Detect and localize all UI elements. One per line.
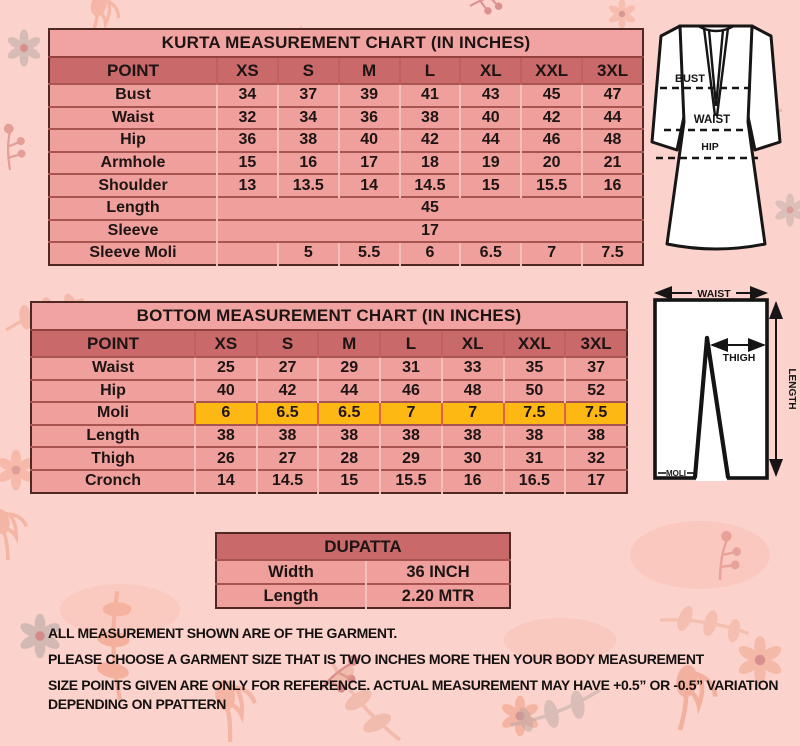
measurement-notes [48, 624, 788, 721]
value-cell: 20 [521, 152, 582, 175]
table-row-moli [31, 402, 627, 425]
value-cell: 34 [278, 107, 339, 130]
value-cell: 7.5 [504, 402, 566, 425]
column-header-m: M [318, 330, 380, 357]
value-cell: 7 [521, 242, 582, 265]
row-label: Armhole [49, 152, 217, 175]
kurta-bust-label: BUST [675, 73, 705, 85]
column-header-3xl: 3XL [582, 57, 643, 84]
row-label: Length [49, 197, 217, 220]
note-line-2: PLEASE CHOOSE A GARMENT SIZE THAT IS TWO INCHES MORE THEN YOUR BODY MEASUREMENT [48, 651, 704, 667]
bottom-table-title-row [31, 302, 627, 330]
value-cell: 17 [217, 220, 643, 243]
table-row-length [216, 584, 510, 608]
row-label: Width [216, 560, 366, 584]
dupatta-table [215, 532, 511, 609]
dupatta-title-row [216, 533, 510, 560]
row-label: Hip [49, 129, 217, 152]
value-cell: 41 [400, 84, 461, 107]
table-row-length [49, 197, 643, 220]
value-cell: 48 [442, 380, 504, 403]
column-header-xxl: XXL [504, 330, 566, 357]
value-cell: 7.5 [582, 242, 643, 265]
value-cell: 26 [195, 447, 257, 470]
value-cell: 38 [195, 425, 257, 448]
row-label: Sleeve [49, 220, 217, 243]
value-cell: 15.5 [380, 470, 442, 493]
value-cell: 28 [318, 447, 380, 470]
row-label: Length [31, 425, 195, 448]
value-cell: 43 [460, 84, 521, 107]
column-header-xs: XS [217, 57, 278, 84]
value-cell: 18 [400, 152, 461, 175]
table-row-bust [49, 84, 643, 107]
table-row-thigh [31, 447, 627, 470]
pants-outline [655, 300, 767, 478]
value-cell: 33 [442, 357, 504, 380]
value-cell: 7 [442, 402, 504, 425]
column-header-3xl: 3XL [565, 330, 627, 357]
kurta-measurement-table [48, 28, 644, 266]
kurta-table-title-row [49, 29, 643, 57]
column-header-m: M [339, 57, 400, 84]
table-row-cronch [31, 470, 627, 493]
value-cell: 40 [460, 107, 521, 130]
value-cell: 13.5 [278, 174, 339, 197]
value-cell: 36 [339, 107, 400, 130]
row-label: Moli [31, 402, 195, 425]
kurta-table-title: KURTA MEASUREMENT CHART (IN INCHES) [49, 29, 643, 57]
column-header-xxl: XXL [521, 57, 582, 84]
value-cell: 38 [318, 425, 380, 448]
value-cell: 36 [217, 129, 278, 152]
table-row-hip [49, 129, 643, 152]
value-cell: 29 [318, 357, 380, 380]
value-cell: 13 [217, 174, 278, 197]
kurta-hip-label: HIP [701, 141, 719, 153]
value-cell: 32 [565, 447, 627, 470]
value-cell: 2.20 MTR [366, 584, 510, 608]
value-cell: 16.5 [504, 470, 566, 493]
dupatta-title: DUPATTA [216, 533, 510, 560]
note-line-1: ALL MEASUREMENT SHOWN ARE OF THE GARMENT. [48, 625, 397, 641]
row-label: Thigh [31, 447, 195, 470]
value-cell: 44 [318, 380, 380, 403]
value-cell: 46 [521, 129, 582, 152]
pants-length-label: LENGTH [786, 368, 797, 410]
row-label: Sleeve Moli [49, 242, 217, 265]
value-cell: 44 [582, 107, 643, 130]
column-header-l: L [400, 57, 461, 84]
value-cell: 38 [380, 425, 442, 448]
value-cell: 39 [339, 84, 400, 107]
value-cell: 50 [504, 380, 566, 403]
row-label: Length [216, 584, 366, 608]
pants-waist-label: WAIST [697, 288, 731, 300]
value-cell: 17 [565, 470, 627, 493]
table-row-armhole [49, 152, 643, 175]
pants-moli-label: MOLI [666, 469, 686, 478]
value-cell: 38 [442, 425, 504, 448]
kurta-diagram [638, 14, 798, 282]
column-header-row [31, 330, 627, 357]
column-header-s: S [257, 330, 319, 357]
value-cell: 35 [504, 357, 566, 380]
value-cell: 38 [400, 107, 461, 130]
value-cell: 30 [442, 447, 504, 470]
pants-diagram [646, 284, 798, 504]
value-cell: 34 [217, 84, 278, 107]
column-header-l: L [380, 330, 442, 357]
value-cell: 40 [195, 380, 257, 403]
row-label: Cronch [31, 470, 195, 493]
value-cell: 42 [521, 107, 582, 130]
table-row-width [216, 560, 510, 584]
value-cell: 45 [521, 84, 582, 107]
value-cell: 17 [339, 152, 400, 175]
value-cell: 44 [460, 129, 521, 152]
value-cell: 15 [217, 152, 278, 175]
value-cell: 29 [380, 447, 442, 470]
value-cell: 38 [278, 129, 339, 152]
value-cell: 47 [582, 84, 643, 107]
value-cell: 42 [257, 380, 319, 403]
table-row-length [31, 425, 627, 448]
table-row-sleeve [49, 220, 643, 243]
value-cell: 48 [582, 129, 643, 152]
table-row-waist [49, 107, 643, 130]
value-cell: 15 [460, 174, 521, 197]
column-header-s: S [278, 57, 339, 84]
value-cell: 19 [460, 152, 521, 175]
value-cell: 16 [278, 152, 339, 175]
table-row-hip [31, 380, 627, 403]
row-label: Waist [31, 357, 195, 380]
value-cell: 6 [400, 242, 461, 265]
row-label: Bust [49, 84, 217, 107]
value-cell: 42 [400, 129, 461, 152]
row-label: Hip [31, 380, 195, 403]
row-label: Waist [49, 107, 217, 130]
value-cell: 6 [195, 402, 257, 425]
value-cell: 36 INCH [366, 560, 510, 584]
value-cell: 32 [217, 107, 278, 130]
column-header-point: POINT [31, 330, 195, 357]
bottom-measurement-table [30, 301, 628, 494]
value-cell: 7 [380, 402, 442, 425]
note-line-3: SIZE POINTS GIVEN ARE ONLY FOR REFERENCE. ACTUAL MEASUREMENT MAY HAVE +0.5” OR -0.5” VARIATION DEPENDING ON PPATTERN [48, 677, 779, 712]
value-cell: 31 [504, 447, 566, 470]
value-cell: 37 [565, 357, 627, 380]
column-header-xl: XL [442, 330, 504, 357]
value-cell [217, 242, 278, 265]
value-cell: 31 [380, 357, 442, 380]
table-row-shoulder [49, 174, 643, 197]
column-header-xs: XS [195, 330, 257, 357]
pants-hem-gap [696, 475, 727, 481]
value-cell: 6.5 [460, 242, 521, 265]
table-row-sleeve-moli [49, 242, 643, 265]
kurta-waist-label: WAIST [693, 114, 731, 126]
value-cell: 37 [278, 84, 339, 107]
value-cell: 16 [582, 174, 643, 197]
value-cell: 14 [195, 470, 257, 493]
table-row-waist [31, 357, 627, 380]
value-cell: 46 [380, 380, 442, 403]
value-cell: 21 [582, 152, 643, 175]
value-cell: 27 [257, 447, 319, 470]
value-cell: 6.5 [257, 402, 319, 425]
value-cell: 27 [257, 357, 319, 380]
value-cell: 52 [565, 380, 627, 403]
value-cell: 14 [339, 174, 400, 197]
value-cell: 45 [217, 197, 643, 220]
value-cell: 38 [504, 425, 566, 448]
value-cell: 16 [442, 470, 504, 493]
value-cell: 14.5 [400, 174, 461, 197]
value-cell: 15 [318, 470, 380, 493]
row-label: Shoulder [49, 174, 217, 197]
pants-thigh-label: THIGH [722, 352, 756, 364]
value-cell: 6.5 [318, 402, 380, 425]
value-cell: 25 [195, 357, 257, 380]
value-cell: 5.5 [339, 242, 400, 265]
value-cell: 15.5 [521, 174, 582, 197]
value-cell: 40 [339, 129, 400, 152]
bottom-table-title: BOTTOM MEASUREMENT CHART (IN INCHES) [31, 302, 627, 330]
column-header-row [49, 57, 643, 84]
value-cell: 14.5 [257, 470, 319, 493]
value-cell: 38 [565, 425, 627, 448]
value-cell: 5 [278, 242, 339, 265]
value-cell: 7.5 [565, 402, 627, 425]
kurta-body [667, 26, 765, 249]
value-cell: 38 [257, 425, 319, 448]
column-header-xl: XL [460, 57, 521, 84]
column-header-point: POINT [49, 57, 217, 84]
